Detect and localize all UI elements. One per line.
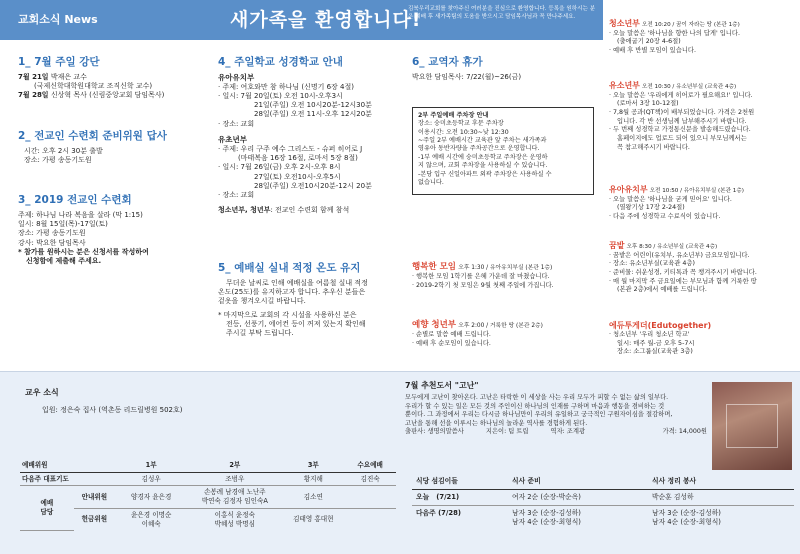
speaker: 박재은 교수 [50,72,87,81]
book-cover-image [712,382,792,470]
info-line: · 매 월 마지막 주 금요일에는 부모님과 함께 거룩한 땅 [609,277,757,285]
info-line: (열왕기상 17장 2-24절) [617,204,685,212]
happy-meeting [412,262,602,290]
row-label: 헌금위원 [81,515,108,524]
info-line: · 예배 후 순모임이 있습니다. [412,339,491,347]
notice: * 참가를 원하시는 분은 신청서를 작성하여 [18,247,149,256]
info-line: 홈페이지에도 업로드 되어 있으니 부모님께서는 [617,135,747,143]
speaker: 신상혁 목사 (신림중앙교회 담임목사) [50,91,165,100]
dept-time: 오후 2:00 / 거룩한 땅 (본관 2층) [458,323,543,329]
section-title: 1_ 7월 주일 강단 [18,56,100,68]
section-title: 3_ 2019 전교인 수련회 [18,194,132,206]
members-news-title: 교우 소식 [25,388,59,397]
cell: 양경자 윤은경 [115,486,187,508]
members-news: 입원: 정은숙 집사 (역촌동 리드릴병원 502호) [42,406,183,414]
book-recommendation [405,381,707,437]
kid-dept [609,80,797,153]
cell [344,508,396,530]
cell: 남자 3순 (순장-김성하) 남자 4순 (순장-최형식) [512,508,581,526]
dept-title: 꿈밭 [609,241,625,250]
cell: 김진숙 [344,472,396,486]
section-label: 교회소식 News [18,13,98,26]
table-row [20,486,396,508]
staff-vacation [412,56,597,82]
row-label: 오늘 (7/21) [412,489,508,505]
book-publisher: 출판사: 생명의말씀사 [405,428,464,436]
info-line: 주제: 하나님 나라 복음을 살라 (막 1:15) [18,210,143,219]
info-line: 주시길 부탁 드립니다. [226,329,294,338]
dept-title: 에듀투게더(Edutogether) [609,321,712,330]
dept-time: 오전 10:50 / 유아유치부실 (본관 1층) [649,188,744,194]
box-title: 2부 주일예배 주차장 안내 [418,112,489,119]
dept-time: 오후 1:30 / 유아유치부실 (본관 1층) [458,265,553,271]
date: 7월 28일 [18,91,49,100]
book-desc: 모두에게 고난이 찾아온다. 고난은 타락한 이 세상을 사는 우리 모두가 피할 수 없는 삶의 일부다. [405,393,669,401]
cell: 김태영 홍대현 [293,515,334,524]
cell: 여자 2순 (순장-박순옥) [508,489,648,505]
info-line: ~주일 2부 예배시간 교육관 앞 주차는 새가족과 [418,137,547,145]
info-line: · 장소: 유소년부실(교육관 4층) [609,260,695,268]
info-line: 일시: 매주 월-금 오후 5-7시 [617,339,695,347]
info-line: 장소: 숭미초등학교 후문 주차장 [418,120,504,128]
dept-time: 오전 10:20 / 꿈이 자라는 땅 (본관 1층) [641,22,740,28]
book-desc: 고난을 통해 선을 이루시는 하나님의 놀라운 역사를 경험하게 된다. [405,419,588,427]
dept-title: 유아유치부 [218,72,255,82]
dept-title: 예향 청년부 [412,320,457,330]
info-line: 꼭 참고해주시기 바랍니다. [617,143,690,151]
info-line: · 예배 후 반별 모임이 있습니다. [609,47,697,55]
cell: 윤은경 이명순 이혜숙 [131,510,172,528]
table-header: 3부 [282,459,344,472]
dept-time: 오후 8:30 / 유소년부실 (교육관 4층) [626,244,718,250]
table-header [74,459,115,472]
cell: 손봉례 남경애 노난주 박연숙 김정자 임인숙A [187,486,282,508]
info-line: · 두 번째 성경학교 가정통신문을 발송해드렸습니다. [609,126,751,134]
info-line: · 오늘 말씀은 '하나님을 향한 나의 답게' 입니다. [609,29,740,37]
info-line: 장소: 소그룹실(교육관 3층) [617,348,693,356]
table-header: 수요예배 [344,459,396,472]
info-line: : 전교인 수련회 함께 참석 [270,206,350,215]
info-line: · 청소년부 '우리 청소년 학교' [609,331,690,339]
info-line: 겉옷을 챙겨오시길 바랍니다. [218,297,306,306]
info-line: 전등, 선풍기, 에어컨 등이 꺼져 있는지 확인해 [226,319,366,328]
info-line: 28일(주일) 오전 11시-오후 12시20분 [254,110,372,119]
info-line: 강사: 박요한 담임목사 [18,238,86,247]
temperature-notice [218,262,408,338]
table-header: 2부 [187,459,282,472]
info-line: 27일(토) 오전10시-오후5시 [254,172,341,181]
row-group-label: 예배 담당 [20,486,74,530]
info-line: · 2019-2학기 첫 모임은 9월 첫째 주일에 가집니다. [412,281,554,289]
teen-dept [609,18,797,56]
table-header: 예배위원 [20,459,74,472]
info-line: (출애굽기 20장 4-6절) [617,38,681,46]
info-line: · 일시: 7월 26일(금) 오후 2시-오후 8시 [218,163,341,172]
info-line: 없습니다. [418,178,444,186]
speaker-title: (국제신학대학원대학교 조직신학 교수) [34,82,153,91]
table-row [412,505,794,529]
table-header: 식당 섬김이들 [412,474,508,489]
info-line: -1부 예배 시간에 숭미초등학교 주차장은 운영하 [418,153,548,161]
info-line: 입니다. 각 반 선생님께 납부해주시기 바랍니다. [617,117,747,125]
book-title: 7월 추천도서 "고난" [405,381,479,390]
info-line: -본당 입구 신일아파트 외곽 주차장은 사용하실 수 [418,170,552,178]
section-title: 5_ 예배실 실내 적정 온도 유지 [218,262,361,274]
retreat-info [18,194,213,266]
info-line: 온도(25도)를 유지하고자 합니다. 추우신 분들은 [218,288,366,297]
page-title: 새가족을 환영합니다! [230,9,422,31]
cell: 남자 3순 (순장-김성하) 남자 4순 (순장-최형식) [652,508,721,526]
info-line: · 행복한 모임 1학기를 은혜 가운데 잘 마쳤습니다. [412,273,550,281]
dept-title: 유소년부 [609,81,640,90]
edutogether [609,320,797,357]
row-label: 안내위원 [74,486,115,508]
notice: 신청함에 제출해 주세요. [26,257,102,266]
info-line: · 장소: 교회 [218,190,255,199]
table-header: 식사 준비 [508,474,648,489]
dept-title: 행복한 모임 [412,262,457,272]
section-title: 2_ 전교인 수련회 준비위원 답사 [18,130,167,142]
info-line: 일시: 8월 15일(목)-17일(토) [18,220,108,229]
book-price: 가격: 14,000원 [662,428,707,436]
info-line: · 오늘 말씀은 '우리에게 히어로가 필요해요!' 입니다. [609,91,753,99]
divider [0,371,800,372]
info-line: · 주제: 우리 구주 예수 그리스도 - 슈퍼 히어로 J [218,144,363,153]
preschool-dept [609,184,797,222]
parking-notice [412,107,594,195]
cell: 이홍식 윤정숙 박혜성 박명심 [214,510,255,528]
info-line: * 마지막으로 교회의 각 시설을 사용하신 분은 [218,310,357,319]
info-line: (마태복음 16장 16절, 로마서 5장 8절) [238,154,358,163]
info-line: 장소: 가평 송동기도원 [18,229,86,238]
table-header: 식사 정리 봉사 [648,474,794,489]
table-row [20,472,396,486]
info-line: · 장소: 교회 [218,119,255,128]
header-banner [0,0,603,40]
info-line: · 꿈밭은 어린이(유치부, 유소년부) 금요모임입니다. [609,251,750,259]
table-row [412,489,794,505]
table-header: 1부 [115,459,187,472]
cell: 박순훈 김성하 [648,489,794,505]
cell: 조범우 [187,472,282,486]
info-line: 무더운 날씨로 인해 예배실을 여름철 실내 적정 [226,278,368,287]
meal-service-table [412,474,794,530]
info-line: · 일시: 7월 20일(토) 오전 10시-오후3시 [218,91,343,100]
info-line: 영유아 동반자량을 주차공간으로 운영합니다. [418,145,540,153]
youth-group [412,320,602,348]
info-line: 이용시간: 오전 10:30~낮 12:30 [418,128,509,136]
book-desc: 우리가 할 수 있는 일은 모든 것의 주인이신 하나님의 인재를 구하며 마음과 행동을 겸비하는 것 [405,402,665,410]
retreat-prep [18,130,213,165]
info-line: (로마서 3장 10-12절) [617,100,679,108]
info-line: · 순별로 말씀 예배 드립니다. [412,331,491,339]
cell: 김성우 [115,472,187,486]
cell [344,486,396,508]
info-line: 28일(주일) 오전10시20분-12시 20분 [254,181,372,190]
welcome-text: 김북우리교회를 찾아주신 여러분을 진심으로 환영합니다. 등록을 원하시는 분은 예배 후 새가족팀의 도움을 받으시고 담임목사님과 꼭 만나주세요. [408,6,596,20]
info-line: · 준비물: 쉬운성경, 키티톡과 꼭 챙겨주시기 바랍니다. [609,269,757,277]
book-author: 지은이: 팀 트립 [485,428,529,436]
info-line: 21일(주일) 오전 10시20분-12시30분 [254,101,372,110]
info-line: 시간: 오후 2시 30분 출발 [24,146,103,155]
dept-title: 청소년부, 청년부 [218,206,271,215]
date: 7월 21일 [18,72,49,81]
info-line: · 다음 주에 성경학교 수료식이 있습니다. [609,213,721,221]
worship-duty-table [20,459,396,531]
sermon-schedule [18,56,213,101]
cell: 김소연 [282,486,344,508]
book-desc: 뿐이다. 그 과정에서 우리는 다시금 하나님만이 우리의 유일하고 궁극적인 구원자이심을 절감하며, [405,411,673,419]
info-line: 장소: 가평 송동기도원 [24,156,92,165]
dept-time: 오전 10:30 / 유소년부실 (교육관 4층) [641,84,737,90]
row-label: 다음주 (7/28) [416,508,461,517]
table-row [20,508,396,530]
info-line: 지 않으며, 교회 주차장을 사용하실 수 있습니다. [418,162,548,170]
bible-school [218,56,408,215]
info-line: · 오늘 말씀은 '하나님을 굳게 믿어요' 입니다. [609,195,732,203]
section-title: 4_ 주일학교 성경학교 안내 [218,56,343,68]
dept-title: 유초년부 [218,134,247,144]
dept-title: 청소년부 [609,19,640,28]
info-line: · 주제: 여호와만 참 하나님 (신명기 6장 4절) [218,82,354,91]
dream-field [609,240,797,295]
section-title: 6_ 교역자 휴가 [412,56,483,68]
row-label: 다음주 대표기도 [20,472,115,486]
info-line: · 7,8월 공과(QT책)이 배부되었습니다. 가격은 2천원 [609,109,755,117]
book-translator: 역자: 조계광 [550,428,586,436]
info-line: 박요한 담임목사: 7/22(월)~26(금) [412,72,522,81]
cell: 황지해 [282,472,344,486]
dept-title: 유아유치부 [609,185,648,194]
info-line: (본관 2층)에서 예배를 드립니다. [617,286,707,294]
